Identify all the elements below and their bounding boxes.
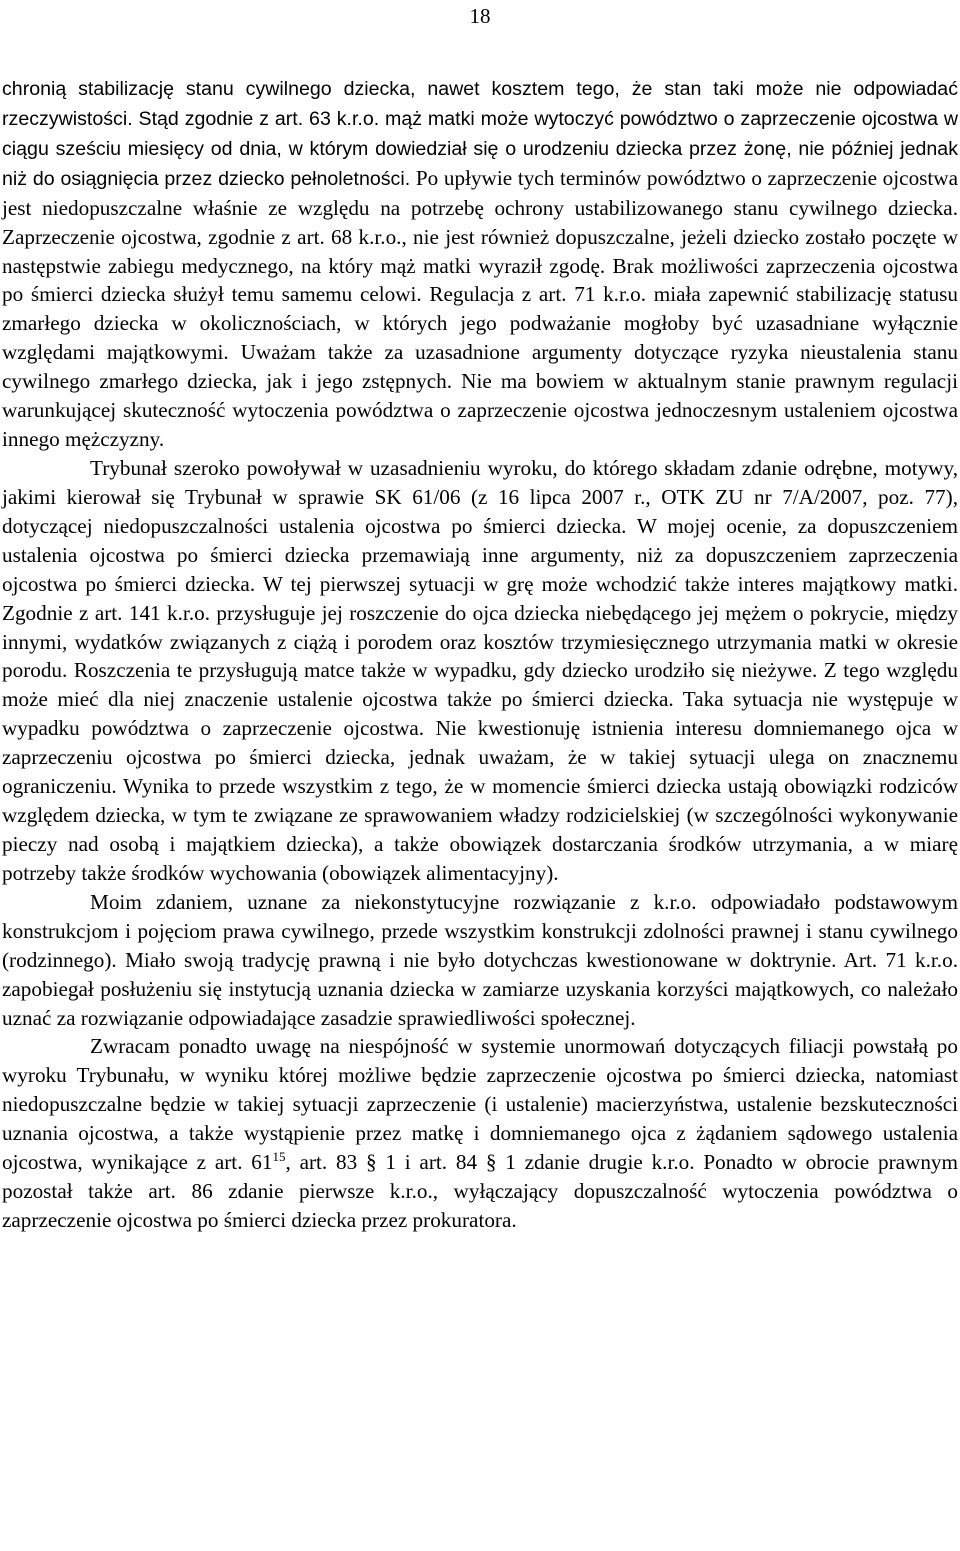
paragraph-2: Trybunał szeroko powoływał w uzasadnieniu wyroku, do którego składam zdanie odrębne, motywy, jakimi kierował się Trybunał w sprawie SK 61/06 (z 16 lipca 2007 r., OTK ZU nr 7/A/2007, poz. 77), dotyczącej niedopuszczalności ustalenia ojcostwa po śmierci dziecka. W mojej ocenie, za dopuszczeniem ustalenia ojcostwa po śmierci dziecka przemawiają inne argumenty, niż za dopuszczeniem zaprzeczenia ojcostwa po śmierci dziecka. W tej pierwszej sytuacji w grę może wchodzić także interes majątkowy matki. Zgodnie z art. 141 k.r.o. przysługuje jej roszczenie do ojca dziecka niebędącego jej mężem o pokrycie, między innymi, wydatków związanych z ciążą i porodem oraz kosztów trzymiesięcznego utrzymania matki w okresie porodu. Roszczenia te przysługują matce także w wypadku, gdy dziecko urodziło się nieżywe. Z tego względu może mieć dla niej znaczenie ustalenie ojcostwa także po śmierci dziecka. Taka sytuacja nie występuje w wypadku powództwa o zaprzeczenie ojcostwa. Nie kwestionuję istnienia interesu domniemanego ojca w zaprzeczeniu ojcostwa po śmierci dziecka, jednak uważam, że w takiej sytuacji ulega on znacznemu ograniczeniu. Wynika to przede wszystkim z tego, że w momencie śmierci dziecka ustają obowiązki rodziców względem dziecka, w tym te związane ze sprawowaniem władzy rodzicielskiej (w szczególności wykonywanie pieczy nad osobą i majątkiem dziecka), a także obowiązek dostarczania środków utrzymania, a w miarę potrzeby także środków wychowania (obowiązek alimentacyjny). bbox=[2, 455, 958, 885]
paragraph-4 bbox=[2, 1032, 958, 1234]
paragraph-1-serif-run: Po upływie tych terminów powództwo o zaprzeczenie ojcostwa jest niedopuszczalne właśnie ze względu na potrzebę ochrony ustabilizowanego stanu cywilnego dziecka. Zaprzeczenie ojcostwa, zgodnie z art. 68 k.r.o., nie jest również dopuszczalne, jeżeli dziecko zostało poczęte w następstwie zabiegu medycznego, na który mąż matki wyraził zgodę. Brak możliwości zaprzeczenia ojcostwa po śmierci dziecka służył temu samemu celowi. Regulacja z art. 71 k.r.o. miała zapewnić stabilizację statusu zmarłego dziecka w okolicznościach, w których jego podważanie mogłoby być uzasadniane wyłącznie względami majątkowymi. Uważam także za uzasadnione argumenty dotyczące ryzyka nieustalenia stanu cywilnego zmarłego dziecka, jak i jego zstępnych. Nie ma bowiem w aktualnym stanie prawnym regulacji warunkującej skuteczność wytoczenia powództwa o zaprzeczenie ojcostwa jednoczesnym ustaleniem ojcostwa innego mężczyzny. bbox=[2, 165, 958, 452]
paragraph-4-text-before: Zwracam ponadto uwagę na niespójność w systemie unormowań dotyczących filiacji powstałą po wyroku Trybunału, w wyniku której możliwe będzie zaprzeczenie ojcostwa po śmierci dziecka, natomiast niedopuszczalne będzie w takiej sytuacji zaprzeczenie (i ustalenie) macierzyństwa, ustalenie bezskuteczności uznania ojcostwa, a także wystąpienie przez matkę i domniemanego ojca z żądaniem sądowego ustalenia ojcostwa, wynikające z art. 61 bbox=[2, 1034, 958, 1175]
footnote-superscript: 15 bbox=[272, 1149, 286, 1165]
document-body bbox=[2, 74, 958, 1235]
paragraph-3: Moim zdaniem, uznane za niekonstytucyjne rozwiązanie z k.r.o. odpowiadało podstawowym konstrukcjom i pojęciom prawa cywilnego, przede wszystkim konstrukcji zdolności prawnej i stanu cywilnego (rodzinnego). Miało swoją tradycję prawną i nie było dotychczas kwestionowane w doktrynie. Art. 71 k.r.o. zapobiegał posłużeniu się instytucją uznania dziecka w zamiarze uzyskania korzyści majątkowych, co należało uznać za rozwiązanie odpowiadające zasadzie sprawiedliwości społecznej. bbox=[2, 889, 958, 1030]
page-number: 18 bbox=[469, 4, 491, 28]
paragraph-1 bbox=[2, 74, 958, 454]
paragraph-1-sans-run: chronią stabilizację stanu cywilnego dziecka, nawet kosztem tego, że stan taki może nie odpowiadać rzeczywistości. Stąd zgodnie z art. 63 k.r.o. mąż matki może wytoczyć powództwo o zaprzeczenie ojcostwa w ciągu sześciu miesięcy od dnia, w którym dowiedział się o urodzeniu dziecka przez żonę, nie później jednak niż do osiągnięcia przez dziecko pełnoletności. bbox=[2, 78, 958, 190]
paragraph-4-text-after: , art. 83 § 1 i art. 84 § 1 zdanie drugie k.r.o. Ponadto w obrocie prawnym pozostał także art. 86 zdanie pierwsze k.r.o., wyłączający dopuszczalność wytoczenia powództwa o zaprzeczenie ojcostwa po śmierci dziecka przez prokuratora. bbox=[2, 1150, 958, 1232]
